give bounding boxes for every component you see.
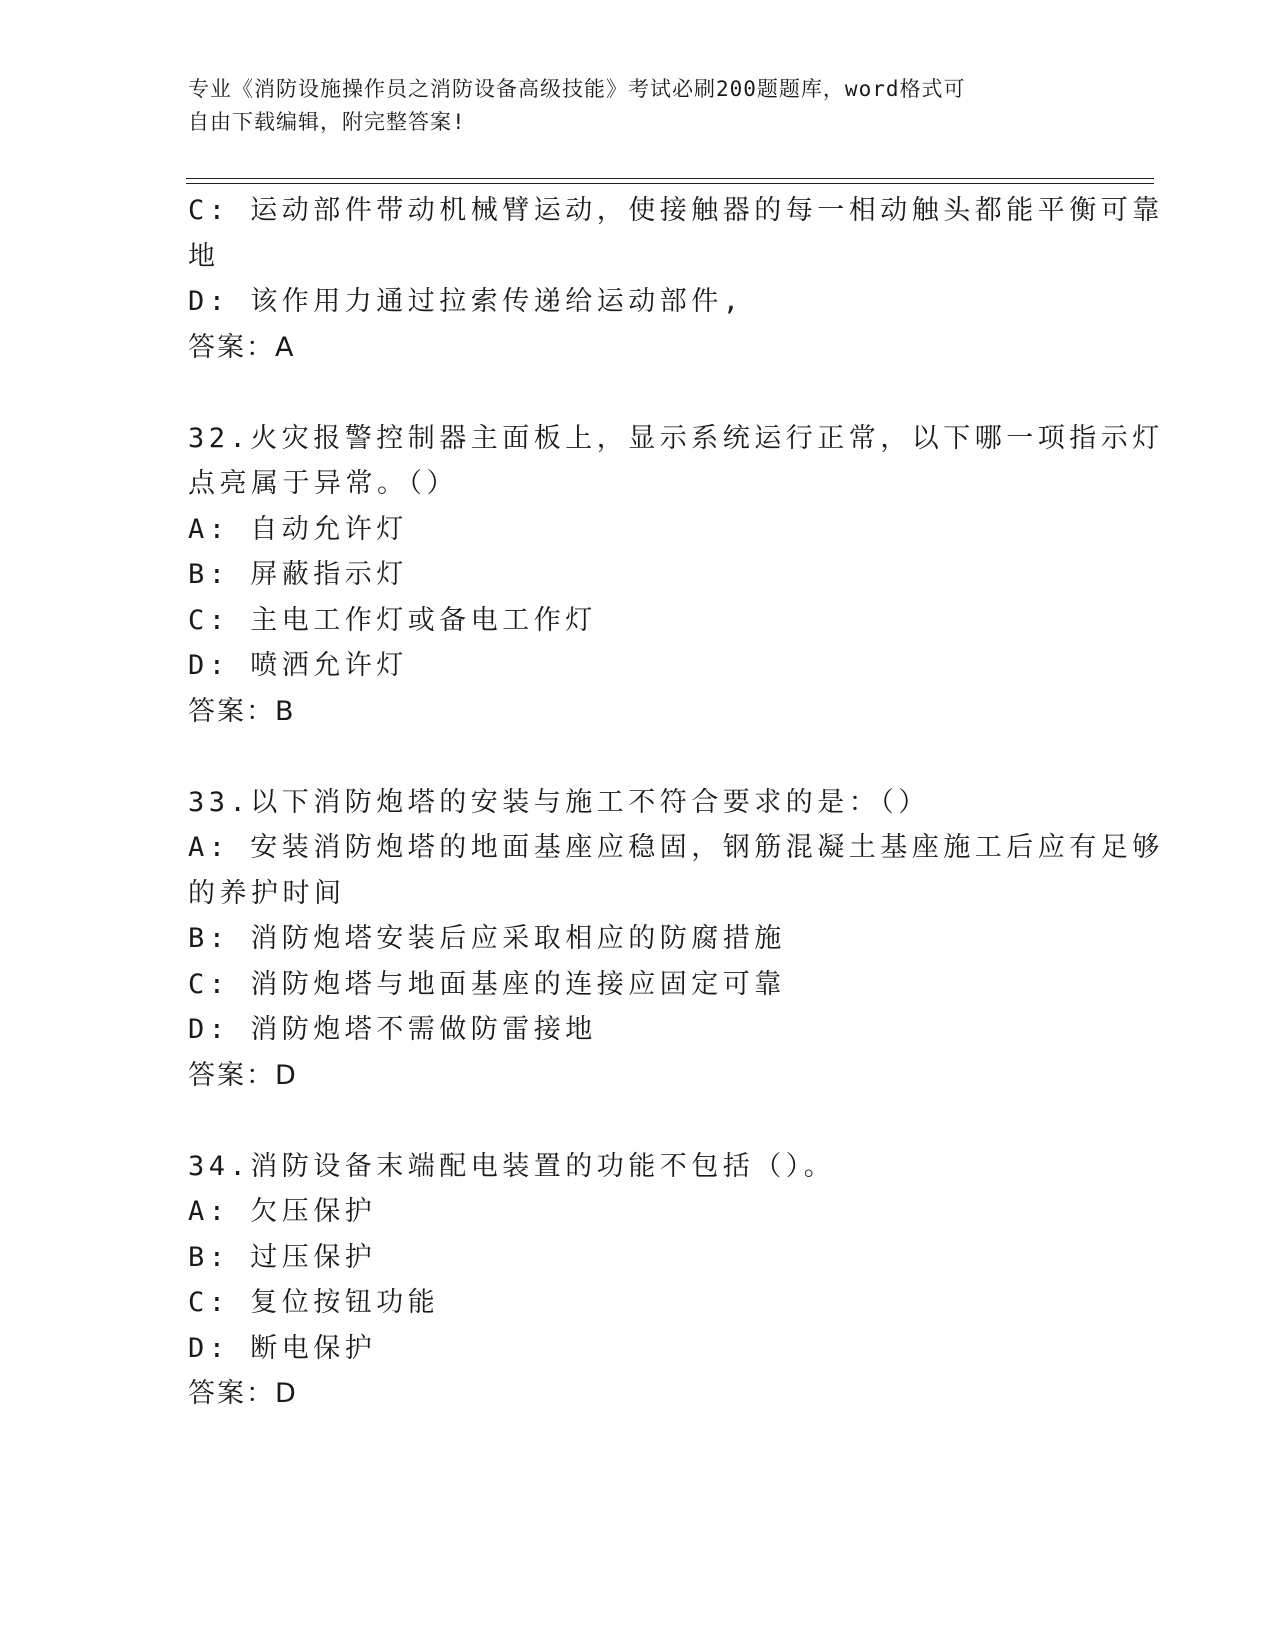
option-b: B: 屏蔽指示灯 <box>188 559 408 590</box>
option-c: C: 复位按钮功能 <box>188 1287 440 1318</box>
question-stem: 34.消防设备末端配电装置的功能不包括（）。 <box>188 1150 836 1182</box>
option-a-line-1: A: 安装消防炮塔的地面基座应稳固，钢筋混凝土基座施工后应有足够 <box>188 832 1164 863</box>
option-d: D: 消防炮塔不需做防雷接地 <box>188 1014 597 1045</box>
answer: 答案：A <box>188 331 296 363</box>
option-c-line-2: 地 <box>188 240 220 272</box>
question-stem: 33.以下消防炮塔的安装与施工不符合要求的是：（） <box>188 786 930 818</box>
option-c-line-1: C: 运动部件带动机械臂运动，使接触器的每一相动触头都能平衡可靠 <box>188 195 1164 226</box>
question-34 <box>188 1144 1088 1417</box>
header-line-1: 专业《消防设施操作员之消防设备高级技能》考试必刷200题题库，word格式可 <box>188 77 966 101</box>
document-header <box>188 73 1088 139</box>
option-a: A: 欠压保护 <box>188 1196 377 1227</box>
question-33 <box>188 780 1164 1099</box>
header-divider-bottom <box>186 183 1154 184</box>
answer: 答案：B <box>188 695 296 727</box>
question-31-continuation <box>188 188 1164 370</box>
question-32 <box>188 416 1164 735</box>
question-list <box>188 188 1164 1417</box>
option-a: A: 自动允许灯 <box>188 513 408 545</box>
option-a-line-2: 的养护时间 <box>188 877 346 909</box>
answer: 答案：D <box>188 1059 298 1091</box>
answer: 答案：D <box>188 1378 298 1409</box>
option-d: D: 喷洒允许灯 <box>188 650 408 681</box>
question-stem-line-2: 点亮属于异常。（） <box>188 468 458 499</box>
header-line-2: 自由下载编辑，附完整答案! <box>188 110 466 134</box>
question-stem-line-1: 32.火灾报警控制器主面板上，显示系统运行正常，以下哪一项指示灯 <box>188 422 1164 454</box>
option-c: C: 消防炮塔与地面基座的连接应固定可靠 <box>188 968 786 1000</box>
option-b: B: 过压保护 <box>188 1241 377 1273</box>
option-c: C: 主电工作灯或备电工作灯 <box>188 604 597 636</box>
header-divider-top <box>186 178 1154 179</box>
option-d: D: 该作用力通过拉索传递给运动部件, <box>188 286 744 317</box>
option-d: D: 断电保护 <box>188 1332 377 1364</box>
option-b: B: 消防炮塔安装后应采取相应的防腐措施 <box>188 923 786 954</box>
